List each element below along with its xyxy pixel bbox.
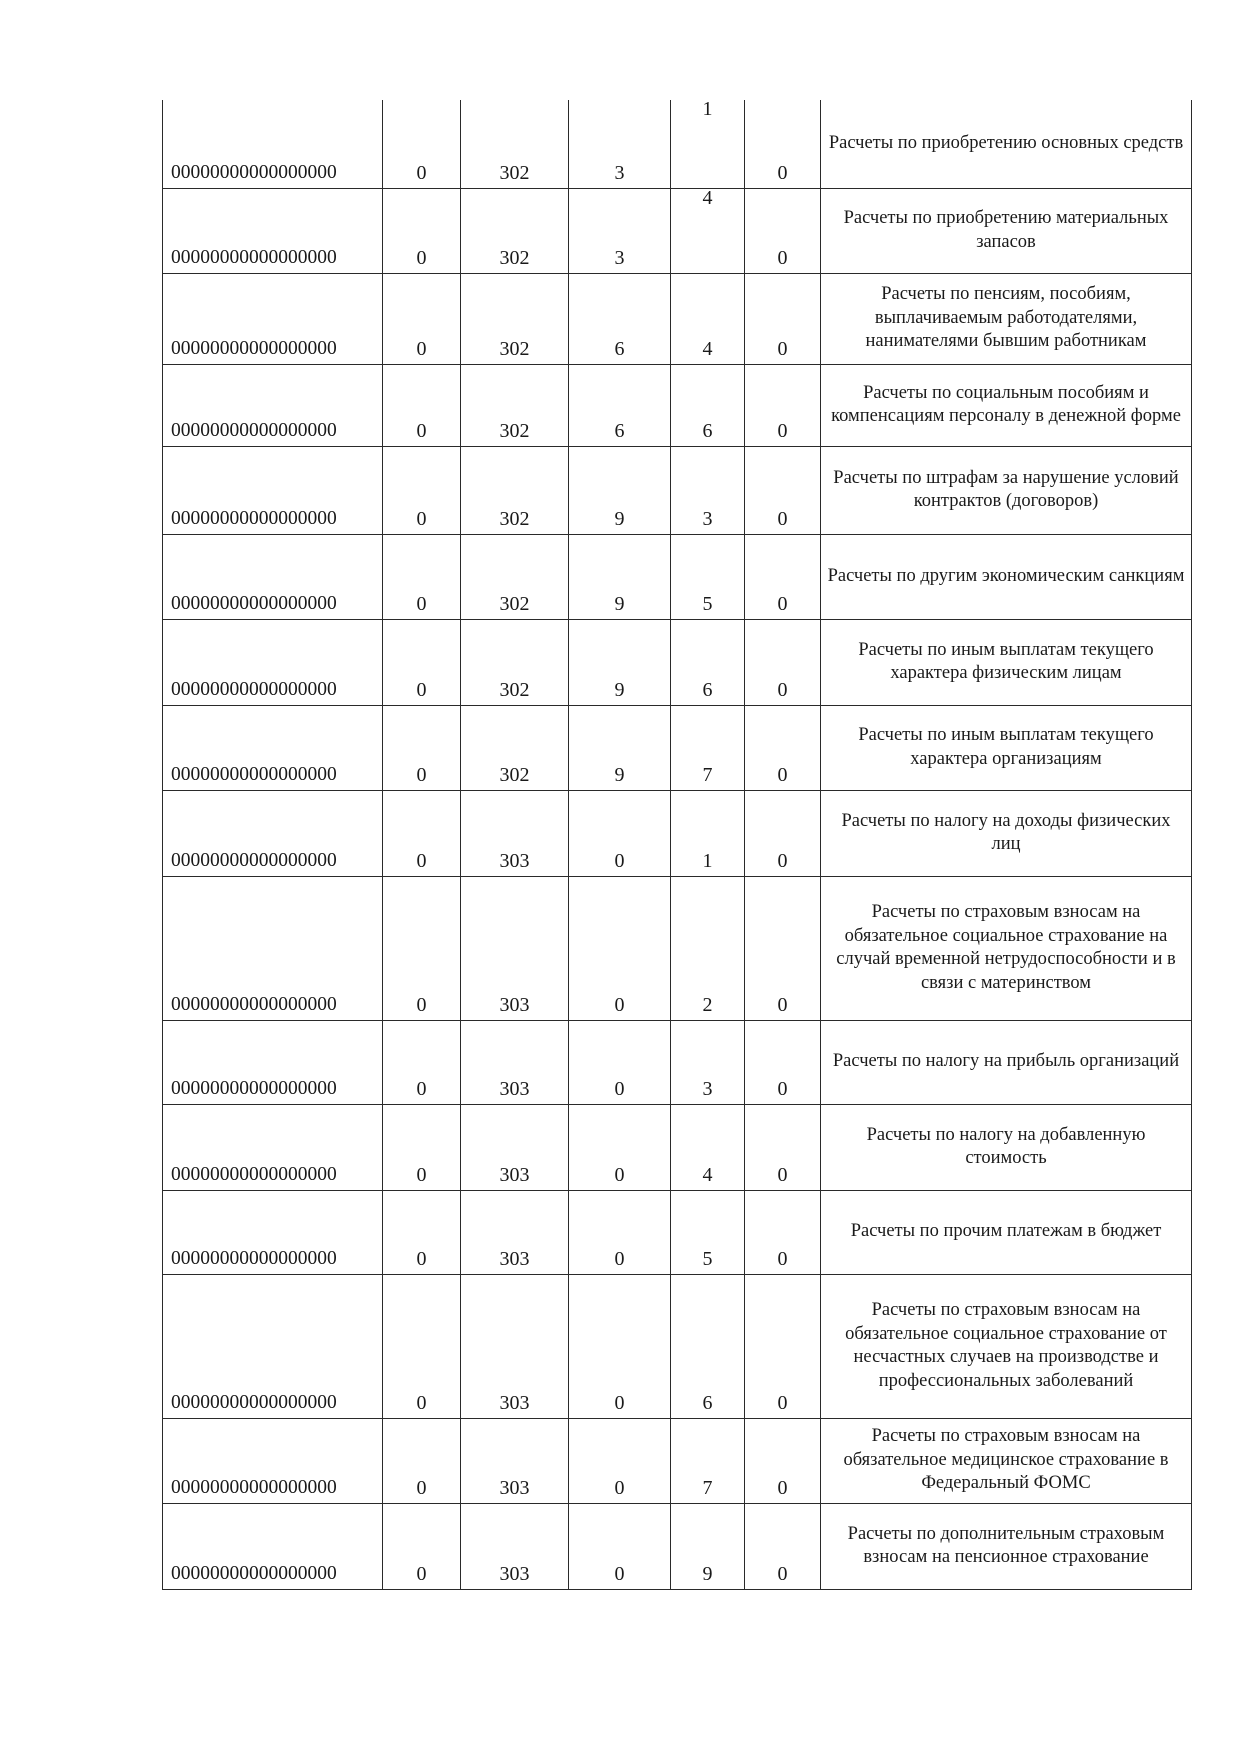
code-text: 00000000000000000 [171,161,337,183]
name-cell [821,534,1192,619]
col3-text: 303 [499,1163,530,1186]
col3-cell [461,273,569,364]
col6-text: 0 [777,678,788,701]
table-row [163,1503,1192,1589]
table-row [163,1020,1192,1104]
col3-cell [461,1104,569,1190]
table-row [163,876,1192,1020]
col2-cell [383,1418,461,1503]
col2-text: 0 [416,337,427,360]
name-text: Расчеты по приобретению материальных запасов [843,208,1169,252]
col6-cell [745,1274,821,1418]
col6-cell [745,1020,821,1104]
col3-text: 302 [499,592,530,615]
col4-text: 3 [614,246,625,269]
table-row [163,364,1192,446]
code-cell [163,100,383,188]
col2-cell [383,705,461,790]
name-cell [821,446,1192,534]
name-text: Расчеты по иным выплатам текущего характера организациям [858,725,1154,769]
col3-cell [461,188,569,273]
col2-cell [383,1190,461,1274]
name-text: Расчеты по страховым взносам на обязательное медицинское страхование в Федеральный ФОМС [843,1426,1169,1494]
col3-text: 302 [499,419,530,442]
name-cell [821,790,1192,876]
col5-cell [671,273,745,364]
col5-cell [671,1104,745,1190]
col5-cell [671,1418,745,1503]
col6-text: 0 [777,849,788,872]
col5-text: 3 [702,507,713,530]
col2-text: 0 [416,161,427,184]
col3-cell [461,364,569,446]
col6-cell [745,790,821,876]
col4-cell [569,100,671,188]
name-text: Расчеты по пенсиям, пособиям, выплачиваемым работодателями, нанимателями бывшим работникам [865,284,1147,352]
code-text: 00000000000000000 [171,507,337,529]
col3-text: 303 [499,1562,530,1585]
col2-text: 0 [416,678,427,701]
code-text: 00000000000000000 [171,849,337,871]
col5-cell [671,364,745,446]
code-text: 00000000000000000 [171,419,337,441]
col3-cell [461,1503,569,1589]
name-cell [821,705,1192,790]
accounts-table [162,100,1192,1590]
code-cell [163,446,383,534]
col2-cell [383,876,461,1020]
col6-text: 0 [777,419,788,442]
col5-text: 7 [702,763,713,786]
name-text: Расчеты по приобретению основных средств [828,133,1184,153]
col6-text: 0 [777,1391,788,1414]
name-cell [821,876,1192,1020]
code-cell [163,1274,383,1418]
col4-cell [569,364,671,446]
col2-cell [383,1503,461,1589]
col4-text: 0 [614,1391,625,1414]
table-row [163,619,1192,705]
col6-cell [745,876,821,1020]
col6-cell [745,100,821,188]
col4-cell [569,619,671,705]
name-text: Расчеты по социальным пособиям и компенсациям персоналу в денежной форме [831,382,1181,426]
col2-cell [383,446,461,534]
col4-cell [569,1020,671,1104]
table-row [163,100,1192,188]
col3-cell [461,1020,569,1104]
col5-text: 9 [702,1562,713,1585]
col5-text: 5 [702,592,713,615]
col4-text: 0 [614,1247,625,1270]
col5-text: 3 [702,1077,713,1100]
name-text: Расчеты по иным выплатам текущего характера физическим лицам [858,639,1154,683]
col3-cell [461,705,569,790]
col6-text: 0 [777,161,788,184]
name-cell [821,364,1192,446]
col5-cell [671,619,745,705]
col6-cell [745,1190,821,1274]
col4-cell [569,1190,671,1274]
col3-text: 302 [499,678,530,701]
col5-text: 6 [702,678,713,701]
col6-text: 0 [777,1476,788,1499]
col5-cell [671,446,745,534]
code-text: 00000000000000000 [171,1476,337,1498]
code-cell [163,705,383,790]
col5-cell [671,100,745,188]
code-cell [163,273,383,364]
table-row [163,446,1192,534]
col6-cell [745,364,821,446]
col3-cell [461,619,569,705]
col2-cell [383,619,461,705]
col5-text: 6 [702,419,713,442]
col4-text: 0 [614,1163,625,1186]
col2-text: 0 [416,1562,427,1585]
col4-cell [569,1503,671,1589]
name-cell [821,1418,1192,1503]
col6-cell [745,1503,821,1589]
col4-cell [569,534,671,619]
code-cell [163,1418,383,1503]
col4-cell [569,705,671,790]
col6-text: 0 [777,592,788,615]
code-text: 00000000000000000 [171,1391,337,1413]
col3-text: 302 [499,161,530,184]
col5-cell [671,790,745,876]
col4-text: 9 [614,763,625,786]
col5-text: 1 [702,98,713,120]
col4-cell [569,876,671,1020]
code-cell [163,188,383,273]
name-cell [821,1503,1192,1589]
col4-cell [569,446,671,534]
col3-cell [461,534,569,619]
code-text: 00000000000000000 [171,1077,337,1099]
code-text: 00000000000000000 [171,678,337,700]
name-cell [821,273,1192,364]
code-text: 00000000000000000 [171,246,337,268]
col5-cell [671,705,745,790]
code-cell [163,364,383,446]
name-cell [821,1020,1192,1104]
code-text: 00000000000000000 [171,1562,337,1584]
table-row [163,1418,1192,1503]
col2-cell [383,1274,461,1418]
name-text: Расчеты по налогу на добавленную стоимость [866,1124,1146,1168]
code-text: 00000000000000000 [171,993,337,1015]
col3-text: 302 [499,246,530,269]
col5-text: 7 [702,1476,713,1499]
col3-text: 302 [499,337,530,360]
col3-cell [461,1418,569,1503]
col5-text: 2 [702,993,713,1016]
code-cell [163,1503,383,1589]
col4-cell [569,188,671,273]
col6-cell [745,273,821,364]
col3-cell [461,876,569,1020]
col4-text: 0 [614,849,625,872]
col4-text: 9 [614,592,625,615]
col5-text: 4 [702,186,713,209]
col4-cell [569,1274,671,1418]
col2-text: 0 [416,507,427,530]
code-text: 00000000000000000 [171,1247,337,1269]
col4-cell [569,1104,671,1190]
col5-text: 1 [702,849,713,872]
table-row [163,1104,1192,1190]
col6-text: 0 [777,1163,788,1186]
name-text: Расчеты по штрафам за нарушение условий контрактов (договоров) [833,467,1179,511]
table-row [163,705,1192,790]
name-cell [821,188,1192,273]
col3-cell [461,790,569,876]
col3-text: 303 [499,1391,530,1414]
col3-text: 303 [499,1247,530,1270]
name-text: Расчеты по налогу на прибыль организаций [832,1051,1180,1072]
col2-text: 0 [416,592,427,615]
col2-text: 0 [416,993,427,1016]
col3-text: 302 [499,763,530,786]
name-cell [821,619,1192,705]
col4-text: 0 [614,1476,625,1499]
col3-cell [461,446,569,534]
code-text: 00000000000000000 [171,1163,337,1185]
name-text: Расчеты по дополнительным страховым взносам на пенсионное страхование [847,1523,1165,1567]
col2-text: 0 [416,1163,427,1186]
col4-text: 6 [614,419,625,442]
col4-cell [569,273,671,364]
col6-cell [745,705,821,790]
code-text: 00000000000000000 [171,763,337,785]
col5-text: 4 [702,337,713,360]
col2-cell [383,534,461,619]
table-row [163,1190,1192,1274]
table-body [163,100,1192,1589]
table-row [163,273,1192,364]
table-row [163,1274,1192,1418]
col3-cell [461,1274,569,1418]
col5-text: 5 [702,1247,713,1270]
col5-cell [671,534,745,619]
col2-text: 0 [416,419,427,442]
col2-text: 0 [416,1391,427,1414]
col2-text: 0 [416,1077,427,1100]
col6-cell [745,1418,821,1503]
col6-cell [745,534,821,619]
name-text: Расчеты по страховым взносам на обязательное социальное страхование на случай временной нетрудоспособности и в связи с материнством [836,902,1176,993]
code-text: 00000000000000000 [171,337,337,359]
col4-text: 3 [614,161,625,184]
col2-cell [383,1020,461,1104]
col6-text: 0 [777,246,788,269]
col5-cell [671,1020,745,1104]
code-cell [163,876,383,1020]
name-text: Расчеты по налогу на доходы физических лиц [841,810,1171,854]
col5-cell [671,1274,745,1418]
col4-text: 0 [614,1077,625,1100]
col6-cell [745,446,821,534]
code-text: 00000000000000000 [171,592,337,614]
name-cell [821,1190,1192,1274]
col4-text: 6 [614,337,625,360]
col6-text: 0 [777,337,788,360]
col2-cell [383,1104,461,1190]
col6-text: 0 [777,763,788,786]
col3-text: 303 [499,1077,530,1100]
col2-cell [383,273,461,364]
col6-text: 0 [777,1562,788,1585]
name-text: Расчеты по прочим платежам в бюджет [850,1221,1162,1242]
table-row [163,534,1192,619]
code-cell [163,534,383,619]
col5-text: 4 [702,1163,713,1186]
col3-text: 302 [499,507,530,530]
col4-text: 9 [614,678,625,701]
col2-text: 0 [416,763,427,786]
col5-cell [671,1503,745,1589]
col2-cell [383,188,461,273]
name-cell [821,1104,1192,1190]
col5-cell [671,1190,745,1274]
code-cell [163,790,383,876]
col5-text: 6 [702,1391,713,1414]
col6-cell [745,619,821,705]
code-cell [163,1104,383,1190]
col6-cell [745,1104,821,1190]
code-cell [163,619,383,705]
table-row [163,790,1192,876]
col5-cell [671,188,745,273]
col4-cell [569,790,671,876]
col4-text: 0 [614,1562,625,1585]
code-cell [163,1020,383,1104]
col6-text: 0 [777,1077,788,1100]
name-text: Расчеты по страховым взносам на обязательное социальное страхование от несчастных случаев на производстве и профессиональных заболеваний [845,1300,1167,1391]
col2-text: 0 [416,1476,427,1499]
col4-cell [569,1418,671,1503]
col2-cell [383,100,461,188]
col6-text: 0 [777,1247,788,1270]
col3-cell [461,100,569,188]
col4-text: 0 [614,993,625,1016]
col2-cell [383,790,461,876]
col3-text: 303 [499,849,530,872]
name-cell [821,1274,1192,1418]
col3-cell [461,1190,569,1274]
table-row [163,188,1192,273]
col6-text: 0 [777,507,788,530]
col4-text: 9 [614,507,625,530]
code-cell [163,1190,383,1274]
col2-text: 0 [416,1247,427,1270]
col5-cell [671,876,745,1020]
col2-text: 0 [416,849,427,872]
col3-text: 303 [499,1476,530,1499]
name-cell [821,100,1192,188]
col6-text: 0 [777,993,788,1016]
col3-text: 303 [499,993,530,1016]
col2-text: 0 [416,246,427,269]
name-text: Расчеты по другим экономическим санкциям [827,565,1185,586]
col2-cell [383,364,461,446]
col6-cell [745,188,821,273]
